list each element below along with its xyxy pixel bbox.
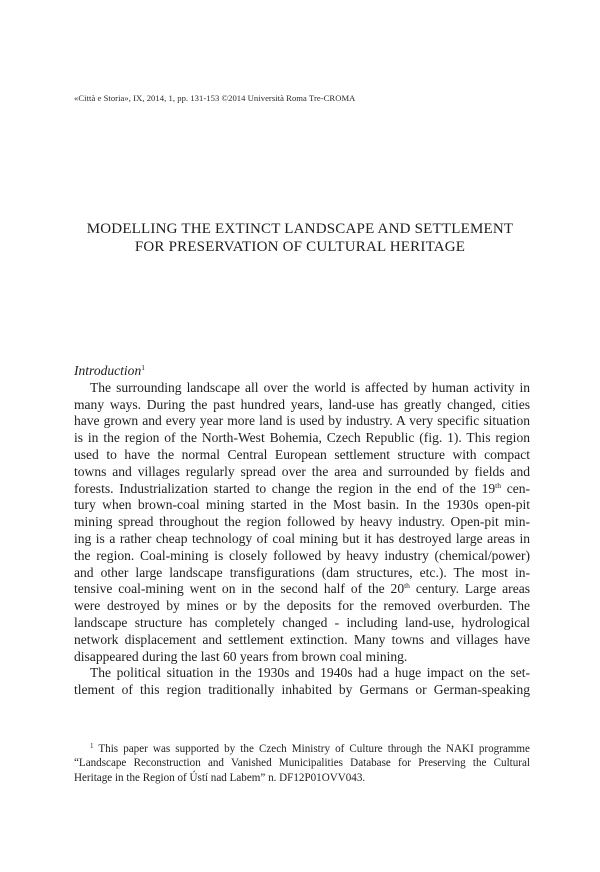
footnote-marker: 1 <box>90 742 94 750</box>
footnote-line: “Landscape Reconstruction and Vanished Municipalities Database for Preserving the Cultural <box>74 757 530 770</box>
body-line: towns and villages regularly spread over the area and surrounded by fields and <box>74 463 530 479</box>
body-line: ing is a rather cheap technology of coal mining but it has destroyed large areas in <box>74 530 530 546</box>
body-line: The political situation in the 1930s and 1940s had a huge impact on the set- <box>90 665 530 681</box>
body-line: disappeared during the last 60 years from brown coal mining. <box>74 648 408 664</box>
footnote-reference: 1 <box>141 363 145 372</box>
running-header: «Città e Storia», IX, 2014, 1, pp. 131-153 ©2014 Università Roma Tre-CROMA <box>74 93 356 103</box>
body-line: The surrounding landscape all over the world is affected by human activity in <box>90 379 530 395</box>
paper-title-line-1: MODELLING THE EXTINCT LANDSCAPE AND SETTLEMENT <box>86 221 514 237</box>
footnote-line: Heritage in the Region of Ústí nad Labem” n. DF12P01OVV043. <box>74 771 366 784</box>
body-line-with-superscript: tensive coal-mining went on in the second half of the 20th century. Large areas <box>74 581 530 597</box>
body-line: the region. Coal-mining is closely followed by heavy industry (chemical/power) <box>74 547 530 563</box>
footnote-line: $^1$ This paper was supported by the Czech Ministry of Culture through the NAKI programme <box>90 742 530 755</box>
paper-title-line-2: FOR PRESERVATION OF CULTURAL HERITAGE <box>134 239 466 255</box>
body-line: were destroyed by mines or by the deposits for the removed overburden. The <box>74 598 530 614</box>
body-line: mining spread throughout the region followed by heavy industry. Open-pit min- <box>74 514 530 530</box>
body-line: tlement of this region traditionally inhabited by Germans or German-speaking <box>74 682 530 698</box>
body-text <box>74 363 530 699</box>
footnote <box>74 742 530 785</box>
body-line: landscape structure has completely changed - including land-use, hydrological <box>74 614 530 630</box>
body-line: used to have the normal Central European settlement structure with compact <box>74 446 530 462</box>
body-line: network displacement and settlement extinction. Many towns and villages have <box>74 631 530 647</box>
body-line: many ways. During the past hundred years, land-use has greatly changed, cities <box>74 396 530 412</box>
paper-title <box>60 220 540 256</box>
body-line: have grown and every year more land is used by industry. A very specific situation <box>74 413 530 429</box>
section-heading <box>74 363 530 380</box>
body-line: is in the region of the North-West Bohemia, Czech Republic (fig. 1). This region <box>74 430 530 446</box>
body-line-with-superscript: forests. Industrialization started to change the region in the end of the 19th cen- <box>74 480 530 496</box>
body-line: and other large landscape transfigurations (dam structures, etc.). The most in- <box>74 564 530 580</box>
section-heading-text: Introduction <box>74 363 142 378</box>
body-line: tury when brown-coal mining started in the Most basin. In the 1930s open-pit <box>74 497 530 513</box>
